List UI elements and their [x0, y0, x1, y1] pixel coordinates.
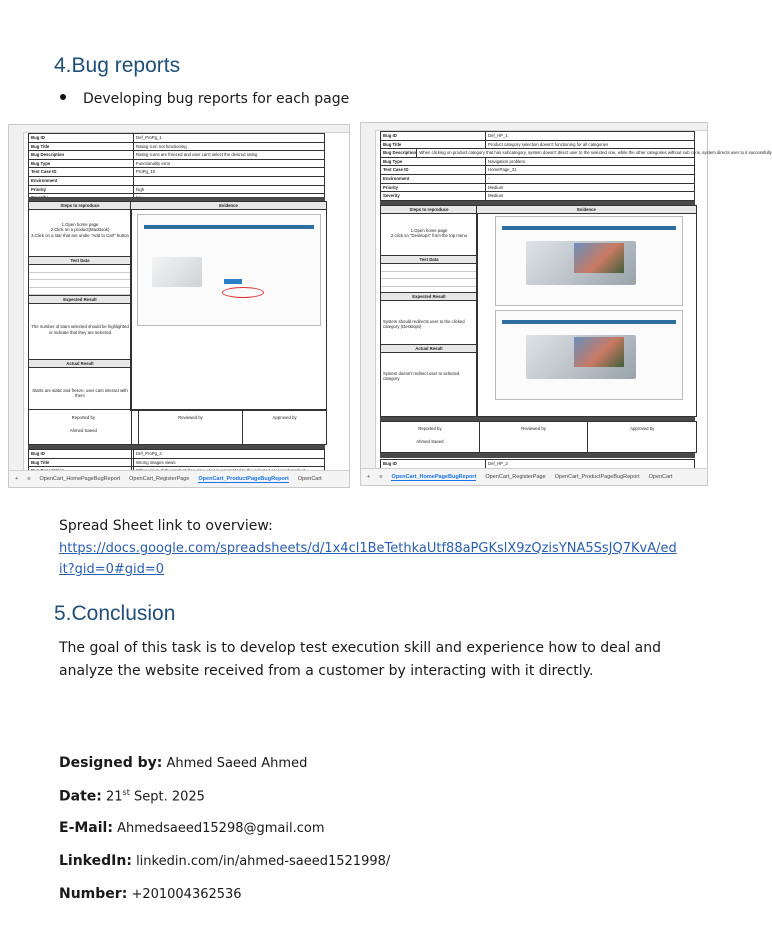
- steps-column: [380, 205, 478, 417]
- evidence-header: Evidence: [477, 206, 696, 214]
- all-sheets-icon[interactable]: ≡: [379, 474, 383, 480]
- field-row: [28, 160, 325, 169]
- conclusion-paragraph: The goal of this task is to develop test execution skill and experience how to deal and analyze the website received from a customer by interacting with it directly.: [59, 640, 662, 679]
- bullet-item: [60, 91, 349, 107]
- field-value: high: [136, 186, 145, 192]
- spreadsheet-link[interactable]: https://docs.google.com/spreadsheets/d/1x4cl1BeTethkaUtf88aPGKslX9zQzisYNA5SsJQ7KvA/edit?gid=0#gid=0: [59, 541, 677, 577]
- email-line: [59, 820, 324, 836]
- reported-by-label: Reported by: [71, 415, 96, 420]
- field-row: [28, 168, 325, 177]
- bullet-dot-icon: [60, 94, 66, 100]
- laptop-screen-image: [574, 337, 624, 367]
- reviewed-by-label: Reviewed by: [139, 410, 244, 444]
- field-value: Def_ProPg_1: [136, 135, 162, 140]
- field-key: Priority: [29, 186, 134, 194]
- evidence-screenshot: [137, 214, 321, 326]
- field-value: Wrong images views: [136, 459, 176, 465]
- bug-report-sheet-product-page: [8, 124, 350, 488]
- field-row: [28, 133, 325, 143]
- section-heading-bug-reports: 4.Bug reports: [54, 54, 181, 77]
- email-value[interactable]: Ahmedsaeed15298@gmail.com: [117, 821, 325, 836]
- field-value: Product category selection doesn't functioning for all categories: [488, 141, 609, 147]
- evidence-screenshot-1: [495, 216, 683, 306]
- expected-header: Expected Result: [381, 293, 477, 301]
- linkedin-value[interactable]: linkedin.com/in/ahmed-saeed1521998/: [136, 854, 391, 869]
- test-data-cells: [381, 264, 477, 293]
- date-day: 21: [106, 789, 123, 805]
- field-row: [380, 175, 695, 184]
- sheet-tab[interactable]: OpenCart_RegisterPage: [485, 474, 546, 480]
- field-key: Bug Description: [383, 150, 417, 156]
- approved-by-label: Approved by: [272, 415, 297, 420]
- reporter-name: Ahmed Saeed: [416, 439, 444, 444]
- actual-text: Starts are static and freeze, user cant interact with them: [32, 388, 128, 399]
- bullet-text: Developing bug reports for each page: [83, 91, 350, 107]
- expected-text: The number of stars selected should be highlighted or indicate that they are selected: [31, 324, 129, 335]
- field-key: Environment: [381, 175, 486, 183]
- sheet-tab[interactable]: OpenCart_ProductPageBugReport: [554, 474, 640, 480]
- actual-text: System doesn't redirect user to selected category: [383, 370, 460, 382]
- field-value: -: [488, 175, 490, 181]
- column-header-bar: [361, 123, 707, 131]
- row-header-bar: [9, 132, 24, 471]
- field-row: [28, 449, 325, 459]
- steps-text: 1.Open home page 2.Click on a product(MacBook) 3.Click on a star that are under "Add to Cart" button: [31, 222, 129, 238]
- signoff-row: [380, 421, 697, 453]
- linkedin-line: [59, 853, 390, 869]
- sheet-tab[interactable]: OpenCart_HomePageBugReport: [39, 476, 121, 482]
- field-value: Rating icon not functioning: [136, 143, 187, 149]
- designed-by-value: Ahmed Saeed Ahmed: [166, 756, 308, 771]
- designed-by-label: Designed by:: [59, 755, 163, 771]
- designed-by-line: [59, 755, 307, 771]
- field-key: Bug ID: [381, 132, 486, 140]
- expected-text: System should redirects user to the clicked category (Desktops): [383, 318, 465, 330]
- linkedin-label: LinkedIn:: [59, 853, 132, 869]
- field-value: Def_ProPg_2: [136, 451, 162, 456]
- field-row: [380, 141, 695, 150]
- field-value: Def_HP_1: [488, 133, 508, 138]
- field-row: [28, 459, 325, 468]
- bug-fields-table: [380, 131, 772, 201]
- evidence-column: [130, 201, 327, 411]
- sheet-tab[interactable]: OpenCart_RegisterPage: [129, 476, 190, 482]
- add-to-cart-button-image: [224, 279, 242, 284]
- field-key: Bug Description: [29, 151, 134, 159]
- number-value: +201004362536: [131, 887, 242, 902]
- field-value: Medium: [488, 184, 504, 190]
- field-key: Bug Title: [381, 141, 486, 149]
- email-label: E-Mail:: [59, 820, 113, 836]
- evidence-column: [476, 205, 697, 417]
- date-rest: Sept. 2025: [134, 789, 205, 805]
- macbook-image: [152, 257, 202, 287]
- sheet-tab[interactable]: OpenCart_HomePageBugReport: [391, 473, 477, 480]
- field-row: [28, 186, 325, 195]
- sheet-tab[interactable]: OpenCart_ProductPageBugReport: [198, 475, 289, 482]
- actual-header: Actual Result: [381, 344, 477, 353]
- test-data-cells: [29, 265, 131, 296]
- add-sheet-icon[interactable]: +: [367, 474, 371, 480]
- test-data-header: Test Data: [381, 255, 477, 264]
- field-row: [380, 158, 695, 167]
- field-key: Bug Type: [381, 158, 486, 166]
- evidence-screenshot-2: [495, 310, 683, 400]
- field-value: Navigation problem: [488, 158, 526, 164]
- section-heading-conclusion: 5.Conclusion: [54, 602, 176, 625]
- sheet-tab[interactable]: OpenCart: [297, 476, 322, 482]
- steps-header: Steps to reproduce: [381, 206, 477, 214]
- field-row: [380, 131, 695, 141]
- field-key: Bug Title: [29, 459, 134, 467]
- field-key: Bug ID: [29, 134, 134, 142]
- steps-header: Steps to reproduce: [29, 202, 131, 210]
- row-header-bar: [361, 130, 376, 469]
- expected-header: Expected Result: [29, 296, 131, 304]
- reporter-name: Ahmed Saeed: [69, 428, 97, 433]
- field-value: When clicking on product category that has subcategory, system doesn't direct user to the selected one, while the other categories without sub cons, system directs user to it successfully: [419, 150, 772, 156]
- sheet-tab[interactable]: OpenCart: [648, 474, 673, 480]
- sheet-tab-bar: [9, 470, 349, 487]
- bug-fields-table: [28, 133, 325, 203]
- number-label: Number:: [59, 886, 128, 902]
- field-key: Test Case ID: [29, 168, 134, 176]
- laptop-screen-image: [574, 243, 624, 273]
- date-line: [59, 788, 205, 804]
- sheet-tab-bar: [361, 468, 707, 485]
- all-sheets-icon[interactable]: ≡: [27, 476, 31, 482]
- field-row: [380, 166, 695, 175]
- evidence-header: Evidence: [131, 202, 326, 210]
- field-row: [28, 151, 325, 160]
- actual-header: Actual Result: [29, 359, 131, 368]
- field-key: Bug Type: [29, 160, 134, 168]
- field-value: Rating icons are freezed and user can't select the desired rating: [136, 152, 258, 158]
- spreadsheet-label: Spread Sheet link to overview:: [59, 518, 273, 534]
- field-key: Bug Title: [29, 143, 134, 151]
- steps-text: 1.Open home page 2.click on "Desktops" from the top menu: [390, 228, 468, 239]
- reviewed-by-label: Reviewed by: [480, 422, 589, 452]
- field-value: Functionality error: [136, 160, 171, 166]
- field-value: ProPg_10: [136, 169, 156, 175]
- field-value: HomePage_31: [488, 167, 517, 173]
- reported-by-label: Reported by: [418, 426, 442, 431]
- approved-by-label: Approved by: [630, 426, 655, 431]
- field-key: Priority: [381, 184, 486, 192]
- field-row: [380, 184, 695, 193]
- field-row: [28, 177, 325, 186]
- field-key: Bug ID: [29, 450, 134, 458]
- field-value: Def_HP_2: [488, 461, 508, 466]
- field-row: [380, 192, 695, 201]
- field-key: Bug ID: [381, 460, 486, 468]
- field-row: [380, 149, 772, 158]
- field-row: [28, 143, 325, 152]
- section-divider: [380, 453, 695, 458]
- field-key: Environment: [29, 177, 134, 185]
- field-value: [134, 177, 324, 185]
- signoff-row: [28, 409, 327, 445]
- field-key: Severity: [381, 192, 486, 200]
- bug-report-sheet-home-page: [360, 122, 772, 486]
- date-label: Date:: [59, 788, 102, 805]
- test-data-header: Test Data: [29, 256, 131, 265]
- rating-highlight-circle: [222, 287, 264, 298]
- add-sheet-icon[interactable]: +: [15, 476, 19, 482]
- field-key: Test Case ID: [381, 166, 486, 174]
- field-value: Medium: [488, 193, 504, 199]
- column-header-bar: [9, 125, 349, 133]
- date-suffix: st: [122, 788, 130, 797]
- number-line: [59, 886, 242, 902]
